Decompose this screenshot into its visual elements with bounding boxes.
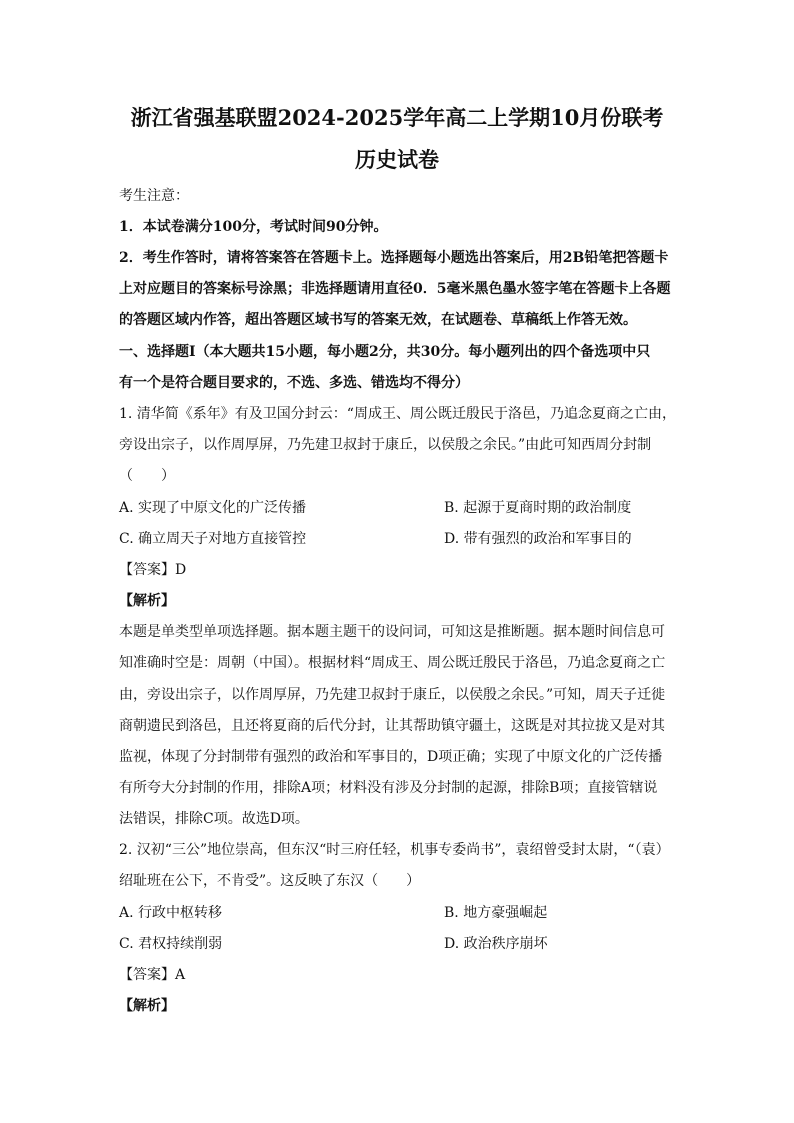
q1-analysis-line-6: 有所夸大分封制的作用，排除A项；材料没有涉及分封制的起源，排除B项；直接管辖说 bbox=[119, 780, 658, 796]
q1-analysis-line-1: 本题是单类型单项选择题。据本题主题干的设问词，可知这是推断题。据本题时间信息可 bbox=[119, 624, 665, 640]
q2-option-d: D. 政治秩序崩坏 bbox=[444, 936, 548, 952]
note-item-1: 1．本试卷满分100分，考试时间90分钟。 bbox=[119, 219, 388, 235]
q2-answer: 【答案】A bbox=[119, 967, 186, 983]
section-heading-line-1: 一、选择题Ⅰ（本大题共15小题，每小题2分，共30分。每小题列出的四个备选项中只 bbox=[119, 344, 651, 360]
q1-answer: 【答案】D bbox=[119, 562, 187, 578]
notes-heading: 考生注意： bbox=[119, 188, 189, 204]
section-heading-line-2: 有一个是符合题目要求的，不选、多选、错选均不得分） bbox=[119, 375, 469, 391]
q2-stem-line-1: 2. 汉初“三公”地位崇高，但东汉“时三府任轻，机事专委尚书”，袁绍曾受封太尉，“（袁） bbox=[119, 842, 670, 858]
q2-option-b: B. 地方豪强崛起 bbox=[444, 905, 548, 921]
q1-option-b: B. 起源于夏商时期的政治制度 bbox=[444, 500, 632, 516]
q1-analysis-line-3: 由，旁设出宗子，以作周厚屏，乃先建卫叔封于康丘，以侯殷之余民。”可知，周天子迁徙 bbox=[119, 687, 666, 703]
q1-analysis-label: 【解析】 bbox=[119, 593, 175, 609]
q2-option-c: C. 君权持续削弱 bbox=[119, 936, 223, 952]
q2-stem-line-2: 绍耻班在公下，不肯受”。这反映了东汉（ ） bbox=[119, 873, 421, 889]
q1-analysis-line-5: 监视，体现了分封制带有强烈的政治和军事目的，D项正确；实现了中原文化的广泛传播 bbox=[119, 749, 663, 765]
q1-analysis-line-4: 商朝遗民到洛邑，且还将夏商的后代分封，让其帮助镇守疆土，这既是对其拉拢又是对其 bbox=[119, 718, 665, 734]
note-item-2-line-1: 2．考生作答时，请将答案答在答题卡上。选择题每小题选出答案后，用2B铅笔把答题卡 bbox=[119, 250, 669, 266]
exam-title: 浙江省强基联盟2024-2025学年高二上学期10月份联考 bbox=[130, 105, 664, 130]
q1-option-c: C. 确立周天子对地方直接管控 bbox=[119, 531, 307, 547]
q2-option-a: A. 行政中枢转移 bbox=[119, 905, 223, 921]
q2-analysis-label: 【解析】 bbox=[119, 998, 175, 1014]
note-item-2-line-3: 的答题区域内作答，超出答题区域书写的答案无效，在试题卷、草稿纸上作答无效。 bbox=[119, 312, 637, 328]
q1-analysis-line-2: 知准确时空是：周朝（中国）。根据材料“周成王、周公既迁殷民于洛邑，乃追念夏商之亡 bbox=[119, 655, 666, 671]
q1-analysis-line-7: 法错误，排除C项。故选D项。 bbox=[119, 811, 309, 827]
q1-stem-line-2: 旁设出宗子，以作周厚屏，乃先建卫叔封于康丘，以侯殷之余民。”由此可知西周分封制 bbox=[119, 437, 652, 453]
q1-stem-line-1: 1. 清华简《系年》有及卫国分封云：“周成王、周公既迁殷民于洛邑，乃追念夏商之亡由， bbox=[119, 406, 676, 422]
exam-subtitle: 历史试卷 bbox=[355, 147, 439, 172]
q1-option-a: A. 实现了中原文化的广泛传播 bbox=[119, 500, 307, 516]
q1-option-d: D. 带有强烈的政治和军事目的 bbox=[444, 531, 632, 547]
q1-stem-line-3: （ ） bbox=[119, 468, 175, 484]
note-item-2-line-2: 上对应题目的答案标号涂黑；非选择题请用直径0．5毫米黑色墨水签字笔在答题卡上各题 bbox=[119, 281, 671, 297]
